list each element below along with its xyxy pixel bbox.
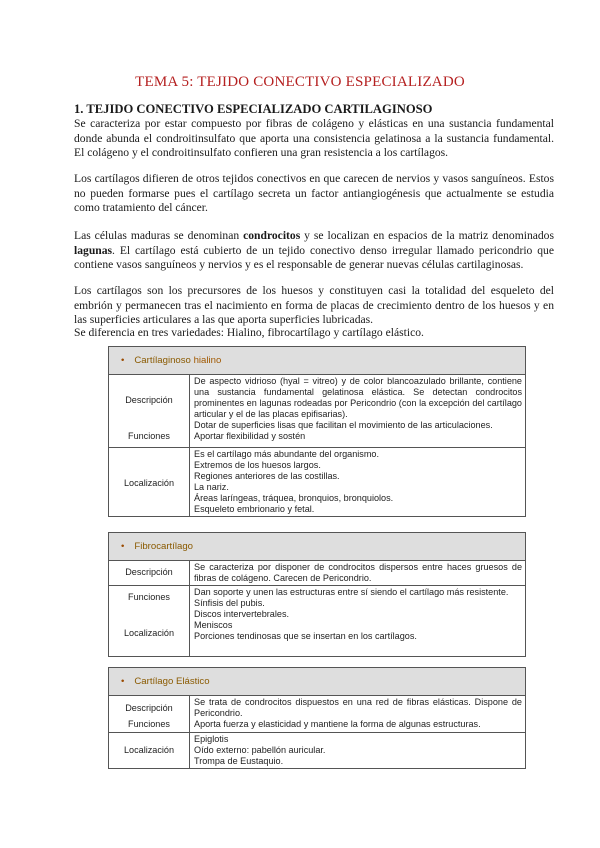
- label-funciones: Funciones: [128, 592, 170, 602]
- label-localizacion: Localización: [123, 478, 175, 488]
- row-descripcion-funciones: [109, 375, 525, 447]
- list-item: Trompa de Eustaquio.: [194, 756, 284, 766]
- list-item: Esqueleto embrionario y fetal.: [194, 504, 315, 514]
- cell-funciones: Aporta fuerza y elasticidad y mantiene la forma de algunas estructuras.: [194, 719, 481, 729]
- section-heading: 1. TEJIDO CONECTIVO ESPECIALIZADO CARTILAGINOSO: [74, 102, 433, 116]
- label-descripcion: Descripción: [125, 567, 173, 577]
- term-lagunas: lagunas: [74, 243, 113, 257]
- bullet-icon: •: [121, 676, 125, 687]
- paragraph-1: Se caracteriza por estar compuesto por fibras de colágeno y elásticas en una sustancia fundamental donde abunda el condroitinsulfato que aporta una consistencia gelatinosa a la sustancia fundamental. El colágeno y el condroitinsulfato confieren una gran resistencia a los cartílagos.: [74, 117, 554, 159]
- label-funciones: Funciones: [128, 431, 170, 441]
- page-title: TEMA 5: TEJIDO CONECTIVO ESPECIALIZADO: [135, 74, 465, 90]
- list-item: Sínfisis del pubis.: [194, 598, 265, 608]
- cell-funciones-2: Aportar flexibilidad y sostén: [194, 431, 306, 441]
- list-item: Es el cartílago más abundante del organismo.: [194, 449, 380, 459]
- row-descripcion: [109, 561, 525, 585]
- list-item: Epiglotis: [194, 734, 229, 744]
- cell-descripcion: Se caracteriza por disponer de condrocitos dispersos entre haces gruesos de fibras de colágeno. Carecen de Pericondrio.: [189, 561, 525, 585]
- cell-descripcion: De aspecto vidrioso (hyal = vitreo) y de color blancoazulado brillante, contiene una sustancia fundamental gelatinosa elástica. Se detectan condrocitos prominentes en lagunas rodeadas por Pericondrio (con la excepción del cartílago articular y el de las placas epifisarias).: [194, 376, 522, 419]
- table-header: • Cartílaginoso hialino: [109, 347, 525, 375]
- cell-funciones: Dan soporte y unen las estructuras entre sí siendo el cartílago más resistente.: [194, 587, 509, 597]
- label-localizacion: Localización: [123, 628, 175, 638]
- bullet-icon: •: [121, 355, 125, 366]
- paragraph-4: Los cartílagos son los precursores de los huesos y constituyen casi la totalidad del esqueleto del embrión y permanecen tras el nacimiento en forma de placas de crecimiento dentro de los huesos y en las superficies articulares a las que aporta superficies lubricadas.: [74, 284, 554, 326]
- list-item: Extremos de los huesos largos.: [194, 460, 321, 470]
- row-localizacion: [109, 447, 525, 516]
- term-condrocitos: condrocitos: [243, 229, 301, 242]
- table-header: • Fibrocartílago: [109, 533, 525, 561]
- list-item: Áreas laríngeas, tráquea, bronquios, bronquiolos.: [194, 493, 394, 503]
- row-funciones-localizacion: [109, 585, 525, 656]
- table-fibrocartilago: [108, 532, 526, 657]
- row-localizacion: [109, 732, 525, 768]
- list-item: Porciones tendinosas que se insertan en los cartílagos.: [194, 631, 417, 641]
- paragraph-2: Los cartílagos difieren de otros tejidos conectivos en que carecen de nervios y vasos sanguíneos. Estos no pueden formarse pues el cartílago secreta un factor antiangiogénesis que actualmente se estudia como tratamiento del cáncer.: [74, 172, 554, 214]
- table-hialino: [108, 346, 526, 517]
- paragraph-3: Las células maduras se denominan condrocitos y se localizan en espacios de la matriz denominados lagunas. El cartílago está cubierto de un tejido conectivo denso irregular llamado pericondrio que contiene vasos sanguíneos y nervios y es el responsable de generar nuevas células cartilaginosas.: [74, 229, 554, 271]
- row-descripcion-funciones: [109, 696, 525, 732]
- table-elastico: [108, 667, 526, 769]
- label-localizacion: Localización: [123, 745, 175, 755]
- list-item: Discos intervertebrales.: [194, 609, 290, 619]
- list-item: Oído externo: pabellón auricular.: [194, 745, 326, 755]
- bullet-icon: •: [121, 541, 125, 552]
- table-header: • Cartílago Elástico: [109, 668, 525, 696]
- paragraph-5: Se diferencia en tres variedades: Hialino, fibrocartílago y cartílago elástico.: [74, 326, 424, 339]
- list-item: Regiones anteriores de las costillas.: [194, 471, 340, 481]
- cell-descripcion: Se trata de condrocitos dispuestos en una red de fibras elásticas. Dispone de Pericondrio.: [194, 697, 522, 718]
- label-descripcion: Descripción: [125, 703, 173, 713]
- list-item: La nariz.: [194, 482, 229, 492]
- cell-funciones-1: Dotar de superficies lisas que facilitan el movimiento de las articulaciones.: [194, 420, 493, 430]
- label-descripcion: Descripción: [125, 395, 173, 405]
- list-item: Meniscos: [194, 620, 233, 630]
- label-funciones: Funciones: [128, 719, 170, 729]
